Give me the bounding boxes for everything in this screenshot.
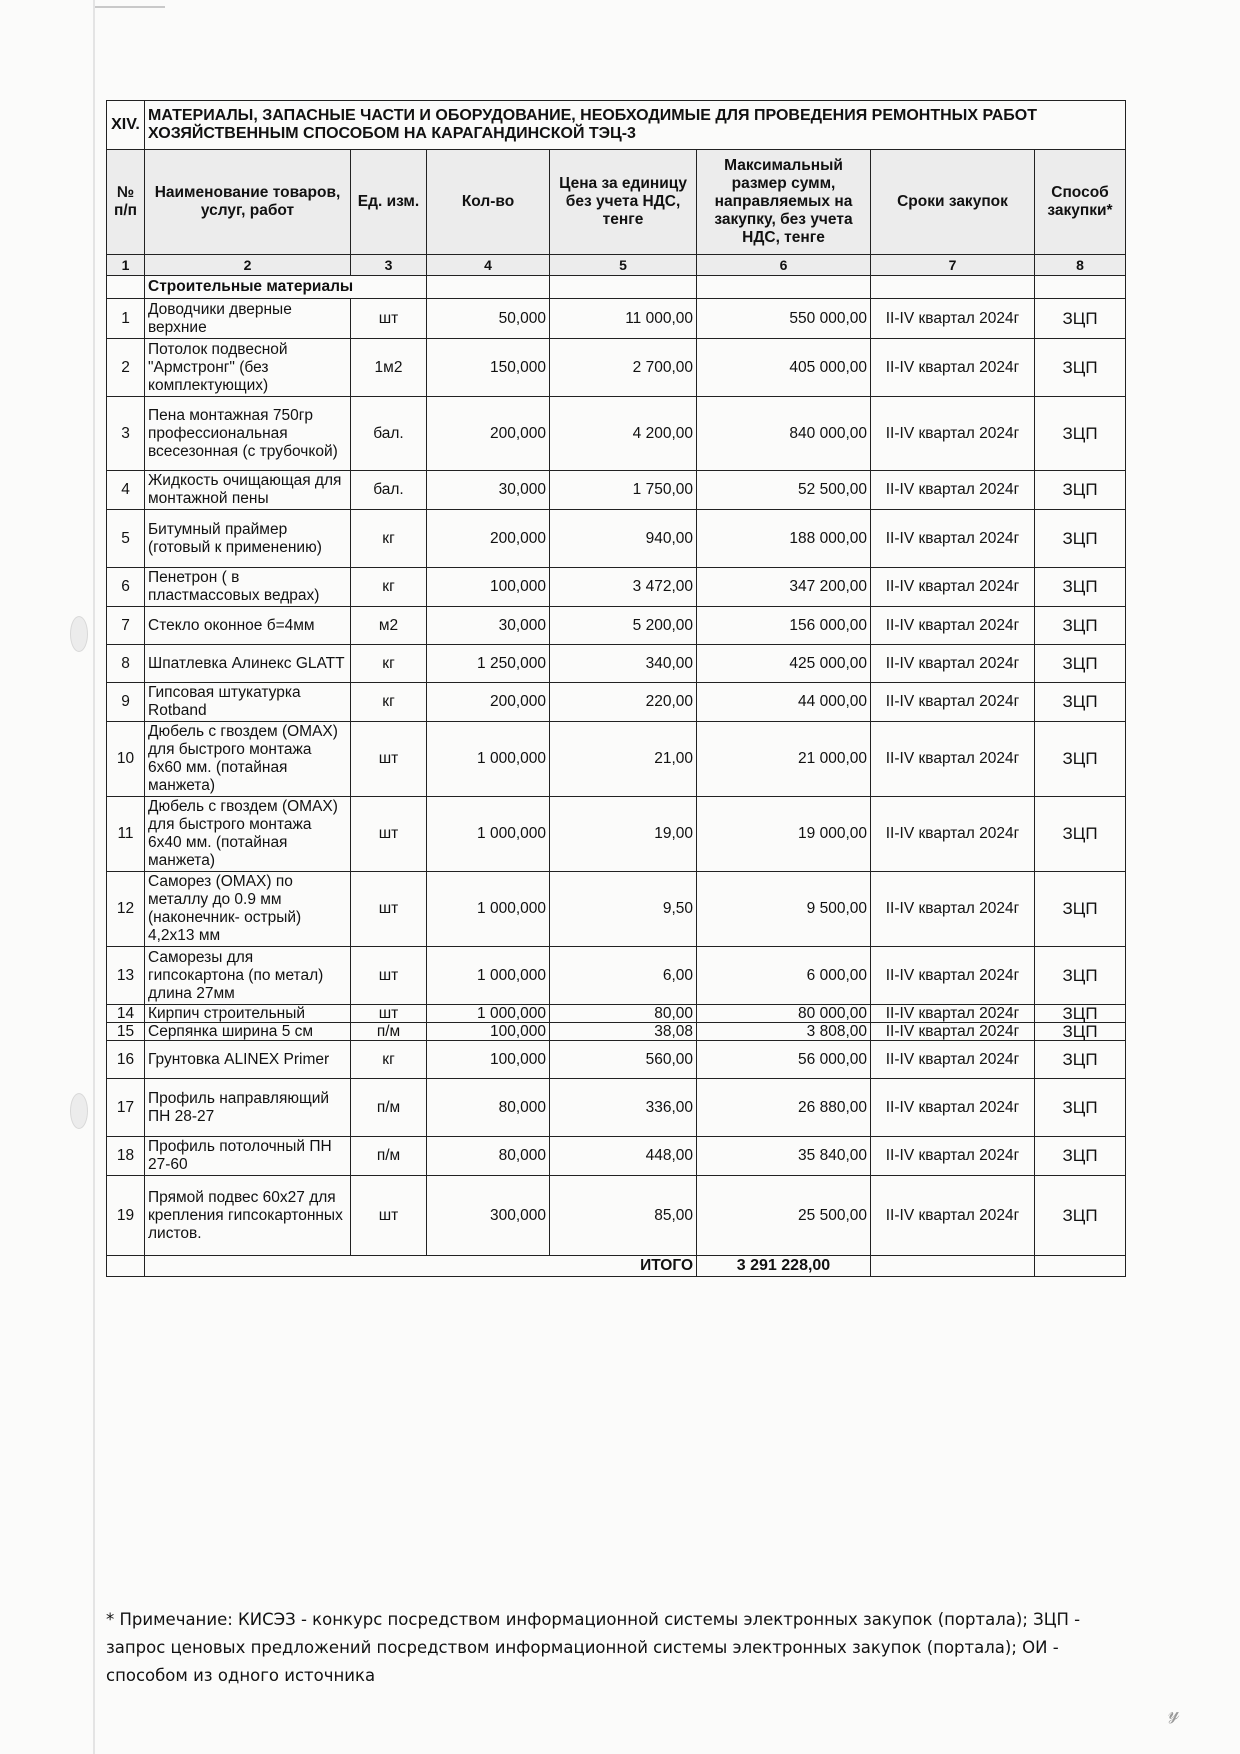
- item-unit: п/м: [351, 1023, 427, 1041]
- item-unit: п/м: [351, 1137, 427, 1176]
- item-name: Прямой подвес 60х27 для крепления гипсокартонных листов.: [145, 1176, 351, 1256]
- item-qty: 200,000: [427, 397, 550, 471]
- table-row: [107, 1023, 1126, 1041]
- item-qty: 50,000: [427, 299, 550, 339]
- row-number: 13: [107, 947, 145, 1005]
- row-number: 16: [107, 1041, 145, 1079]
- item-qty: 1 000,000: [427, 722, 550, 797]
- header-max-sum: Максимальный размер сумм, направляемых на закупку, без учета НДС, тенге: [697, 150, 871, 255]
- header-num: № п/п: [107, 150, 145, 255]
- item-sum: 21 000,00: [697, 722, 871, 797]
- item-unit: м2: [351, 607, 427, 645]
- group-row: [107, 276, 1126, 299]
- row-number: 2: [107, 339, 145, 397]
- item-unit: шт: [351, 722, 427, 797]
- item-name: Битумный праймер (готовый к применению): [145, 510, 351, 568]
- item-method: ЗЦП: [1035, 1041, 1126, 1079]
- item-method: ЗЦП: [1035, 607, 1126, 645]
- table-row: [107, 1176, 1126, 1256]
- item-qty: 1 250,000: [427, 645, 550, 683]
- table-row: [107, 1079, 1126, 1137]
- column-number: 1: [107, 255, 145, 276]
- item-price: 9,50: [550, 872, 697, 947]
- item-term: II-IV квартал 2024г: [871, 1041, 1035, 1079]
- item-method: ЗЦП: [1035, 797, 1126, 872]
- item-qty: 1 000,000: [427, 872, 550, 947]
- item-price: 448,00: [550, 1137, 697, 1176]
- table-row: [107, 872, 1126, 947]
- item-price: 4 200,00: [550, 397, 697, 471]
- item-term: II-IV квартал 2024г: [871, 1079, 1035, 1137]
- item-sum: 80 000,00: [697, 1005, 871, 1023]
- item-price: 21,00: [550, 722, 697, 797]
- item-qty: 80,000: [427, 1137, 550, 1176]
- item-name: Дюбель с гвоздем (OMAX) для быстрого монтажа 6х40 мм. (потайная манжета): [145, 797, 351, 872]
- item-method: ЗЦП: [1035, 947, 1126, 1005]
- row-number: 4: [107, 471, 145, 510]
- punch-hole-mark: [70, 616, 88, 652]
- item-price: 1 750,00: [550, 471, 697, 510]
- table-row: [107, 722, 1126, 797]
- item-method: ЗЦП: [1035, 471, 1126, 510]
- total-label: ИТОГО: [145, 1256, 697, 1277]
- item-price: 940,00: [550, 510, 697, 568]
- column-number: 7: [871, 255, 1035, 276]
- row-number: 15: [107, 1023, 145, 1041]
- row-number: 12: [107, 872, 145, 947]
- header-row: [107, 150, 1126, 255]
- item-name: Грунтовка ALINEX Primer: [145, 1041, 351, 1079]
- item-unit: шт: [351, 797, 427, 872]
- item-price: 80,00: [550, 1005, 697, 1023]
- item-method: ЗЦП: [1035, 1079, 1126, 1137]
- item-unit: шт: [351, 947, 427, 1005]
- row-number: 11: [107, 797, 145, 872]
- row-number: 1: [107, 299, 145, 339]
- item-term: II-IV квартал 2024г: [871, 607, 1035, 645]
- item-name: Пена монтажная 750гр профессиональная всесезонная (с трубочкой): [145, 397, 351, 471]
- item-sum: 405 000,00: [697, 339, 871, 397]
- table-row: [107, 1041, 1126, 1079]
- item-method: ЗЦП: [1035, 510, 1126, 568]
- item-term: II-IV квартал 2024г: [871, 645, 1035, 683]
- group-label: Строительные материалы: [145, 276, 427, 299]
- column-number: 4: [427, 255, 550, 276]
- item-name: Саморезы для гипсокартона (по метал) длина 27мм: [145, 947, 351, 1005]
- item-sum: 840 000,00: [697, 397, 871, 471]
- item-name: Шпатлевка Алинекс GLATT: [145, 645, 351, 683]
- table-row: [107, 471, 1126, 510]
- total-row: [107, 1256, 1126, 1277]
- item-method: ЗЦП: [1035, 683, 1126, 722]
- item-qty: 300,000: [427, 1176, 550, 1256]
- item-qty: 100,000: [427, 1041, 550, 1079]
- row-number: 3: [107, 397, 145, 471]
- total-value: 3 291 228,00: [697, 1256, 871, 1277]
- item-name: Кирпич строительный: [145, 1005, 351, 1023]
- item-qty: 200,000: [427, 683, 550, 722]
- item-qty: 80,000: [427, 1079, 550, 1137]
- table-row: [107, 1137, 1126, 1176]
- section-title-row: [107, 101, 1126, 150]
- item-qty: 150,000: [427, 339, 550, 397]
- item-unit: кг: [351, 1041, 427, 1079]
- item-sum: 347 200,00: [697, 568, 871, 607]
- row-number: 18: [107, 1137, 145, 1176]
- header-price: Цена за единицу без учета НДС, тенге: [550, 150, 697, 255]
- item-price: 19,00: [550, 797, 697, 872]
- item-method: ЗЦП: [1035, 1137, 1126, 1176]
- item-sum: 19 000,00: [697, 797, 871, 872]
- item-sum: 56 000,00: [697, 1041, 871, 1079]
- item-unit: кг: [351, 645, 427, 683]
- item-name: Жидкость очищающая для монтажной пены: [145, 471, 351, 510]
- item-method: ЗЦП: [1035, 568, 1126, 607]
- header-name: Наименование товаров, услуг, работ: [145, 150, 351, 255]
- item-price: 3 472,00: [550, 568, 697, 607]
- item-qty: 1 000,000: [427, 1005, 550, 1023]
- item-sum: 6 000,00: [697, 947, 871, 1005]
- item-qty: 100,000: [427, 1023, 550, 1041]
- item-method: ЗЦП: [1035, 1023, 1126, 1041]
- item-term: II-IV квартал 2024г: [871, 947, 1035, 1005]
- item-unit: шт: [351, 1005, 427, 1023]
- item-term: II-IV квартал 2024г: [871, 1023, 1035, 1041]
- scan-corner-mark: [95, 6, 165, 8]
- item-name: Серпянка ширина 5 см: [145, 1023, 351, 1041]
- section-title: МАТЕРИАЛЫ, ЗАПАСНЫЕ ЧАСТИ И ОБОРУДОВАНИЕ, НЕОБХОДИМЫЕ ДЛЯ ПРОВЕДЕНИЯ РЕМОНТНЫХ РАБОТ ХОЗЯЙСТВЕННЫМ СПОСОБОМ НА КАРАГАНДИНСКОЙ ТЭЦ-3: [145, 101, 1126, 150]
- item-method: ЗЦП: [1035, 645, 1126, 683]
- row-number: 7: [107, 607, 145, 645]
- handwritten-mark: 𝓎: [1168, 1700, 1180, 1724]
- item-qty: 30,000: [427, 471, 550, 510]
- item-sum: 25 500,00: [697, 1176, 871, 1256]
- item-price: 85,00: [550, 1176, 697, 1256]
- item-price: 11 000,00: [550, 299, 697, 339]
- item-name: Пенетрон ( в пластмассовых ведрах): [145, 568, 351, 607]
- item-term: II-IV квартал 2024г: [871, 568, 1035, 607]
- item-unit: шт: [351, 872, 427, 947]
- column-number: 2: [145, 255, 351, 276]
- header-terms: Сроки закупок: [871, 150, 1035, 255]
- item-name: Дюбель с гвоздем (OMAX) для быстрого монтажа 6х60 мм. (потайная манжета): [145, 722, 351, 797]
- table-row: [107, 947, 1126, 1005]
- row-number: 8: [107, 645, 145, 683]
- item-name: Стекло оконное б=4мм: [145, 607, 351, 645]
- item-name: Профиль направляющий ПН 28-27: [145, 1079, 351, 1137]
- column-number: 8: [1035, 255, 1126, 276]
- header-method: Способ закупки*: [1035, 150, 1126, 255]
- item-name: Потолок подвесной "Армстронг" (без комплектующих): [145, 339, 351, 397]
- item-sum: 52 500,00: [697, 471, 871, 510]
- item-price: 340,00: [550, 645, 697, 683]
- item-term: II-IV квартал 2024г: [871, 683, 1035, 722]
- item-term: II-IV квартал 2024г: [871, 471, 1035, 510]
- item-term: II-IV квартал 2024г: [871, 299, 1035, 339]
- item-unit: кг: [351, 683, 427, 722]
- item-method: ЗЦП: [1035, 1005, 1126, 1023]
- item-sum: 35 840,00: [697, 1137, 871, 1176]
- item-qty: 1 000,000: [427, 947, 550, 1005]
- procurement-table: [106, 100, 1126, 1277]
- item-unit: шт: [351, 1176, 427, 1256]
- row-number: 10: [107, 722, 145, 797]
- item-unit: 1м2: [351, 339, 427, 397]
- item-price: 220,00: [550, 683, 697, 722]
- table-row: [107, 299, 1126, 339]
- item-unit: кг: [351, 510, 427, 568]
- item-price: 2 700,00: [550, 339, 697, 397]
- item-sum: 9 500,00: [697, 872, 871, 947]
- row-number: 5: [107, 510, 145, 568]
- table-row: [107, 607, 1126, 645]
- item-price: 336,00: [550, 1079, 697, 1137]
- item-sum: 188 000,00: [697, 510, 871, 568]
- item-sum: 425 000,00: [697, 645, 871, 683]
- table-row: [107, 397, 1126, 471]
- item-unit: кг: [351, 568, 427, 607]
- item-qty: 100,000: [427, 568, 550, 607]
- item-term: II-IV квартал 2024г: [871, 1176, 1035, 1256]
- item-name: Саморез (OMAX) по металлу до 0.9 мм (наконечник- острый) 4,2х13 мм: [145, 872, 351, 947]
- item-qty: 1 000,000: [427, 797, 550, 872]
- item-price: 6,00: [550, 947, 697, 1005]
- item-method: ЗЦП: [1035, 872, 1126, 947]
- item-term: II-IV квартал 2024г: [871, 797, 1035, 872]
- item-term: II-IV квартал 2024г: [871, 1137, 1035, 1176]
- header-unit: Ед. изм.: [351, 150, 427, 255]
- item-qty: 30,000: [427, 607, 550, 645]
- item-method: ЗЦП: [1035, 722, 1126, 797]
- item-qty: 200,000: [427, 510, 550, 568]
- item-method: ЗЦП: [1035, 397, 1126, 471]
- item-term: II-IV квартал 2024г: [871, 722, 1035, 797]
- header-qty: Кол-во: [427, 150, 550, 255]
- item-term: II-IV квартал 2024г: [871, 510, 1035, 568]
- row-number: 19: [107, 1176, 145, 1256]
- item-unit: бал.: [351, 471, 427, 510]
- item-name: Профиль потолочный ПН 27-60: [145, 1137, 351, 1176]
- item-unit: п/м: [351, 1079, 427, 1137]
- row-number: 17: [107, 1079, 145, 1137]
- item-sum: 26 880,00: [697, 1079, 871, 1137]
- item-price: 560,00: [550, 1041, 697, 1079]
- table-row: [107, 645, 1126, 683]
- item-unit: шт: [351, 299, 427, 339]
- item-term: II-IV квартал 2024г: [871, 339, 1035, 397]
- item-method: ЗЦП: [1035, 339, 1126, 397]
- item-price: 5 200,00: [550, 607, 697, 645]
- column-number: 3: [351, 255, 427, 276]
- item-sum: 156 000,00: [697, 607, 871, 645]
- table-row: [107, 1005, 1126, 1023]
- item-price: 38,08: [550, 1023, 697, 1041]
- item-sum: 550 000,00: [697, 299, 871, 339]
- item-term: II-IV квартал 2024г: [871, 1005, 1035, 1023]
- column-number-row: [107, 255, 1126, 276]
- item-sum: 3 808,00: [697, 1023, 871, 1041]
- punch-hole-mark: [70, 1093, 88, 1129]
- item-method: ЗЦП: [1035, 1176, 1126, 1256]
- section-number: XIV.: [107, 101, 145, 150]
- footnote: * Примечание: КИСЭЗ - конкурс посредством информационной системы электронных закупок (портала); ЗЦП - запрос ценовых предложений посредством информационной системы электронных закупок (портала); ОИ - способом из одного источника: [106, 1610, 1081, 1685]
- scan-edge: [93, 0, 95, 1754]
- item-name: Гипсовая штукатурка Rotband: [145, 683, 351, 722]
- row-number: 9: [107, 683, 145, 722]
- table-row: [107, 339, 1126, 397]
- item-term: II-IV квартал 2024г: [871, 872, 1035, 947]
- row-number: 6: [107, 568, 145, 607]
- item-unit: бал.: [351, 397, 427, 471]
- table-row: [107, 568, 1126, 607]
- item-sum: 44 000,00: [697, 683, 871, 722]
- table-row: [107, 683, 1126, 722]
- table-row: [107, 797, 1126, 872]
- column-number: 5: [550, 255, 697, 276]
- item-method: ЗЦП: [1035, 299, 1126, 339]
- row-number: 14: [107, 1005, 145, 1023]
- item-name: Доводчики дверные верхние: [145, 299, 351, 339]
- table-row: [107, 510, 1126, 568]
- column-number: 6: [697, 255, 871, 276]
- item-term: II-IV квартал 2024г: [871, 397, 1035, 471]
